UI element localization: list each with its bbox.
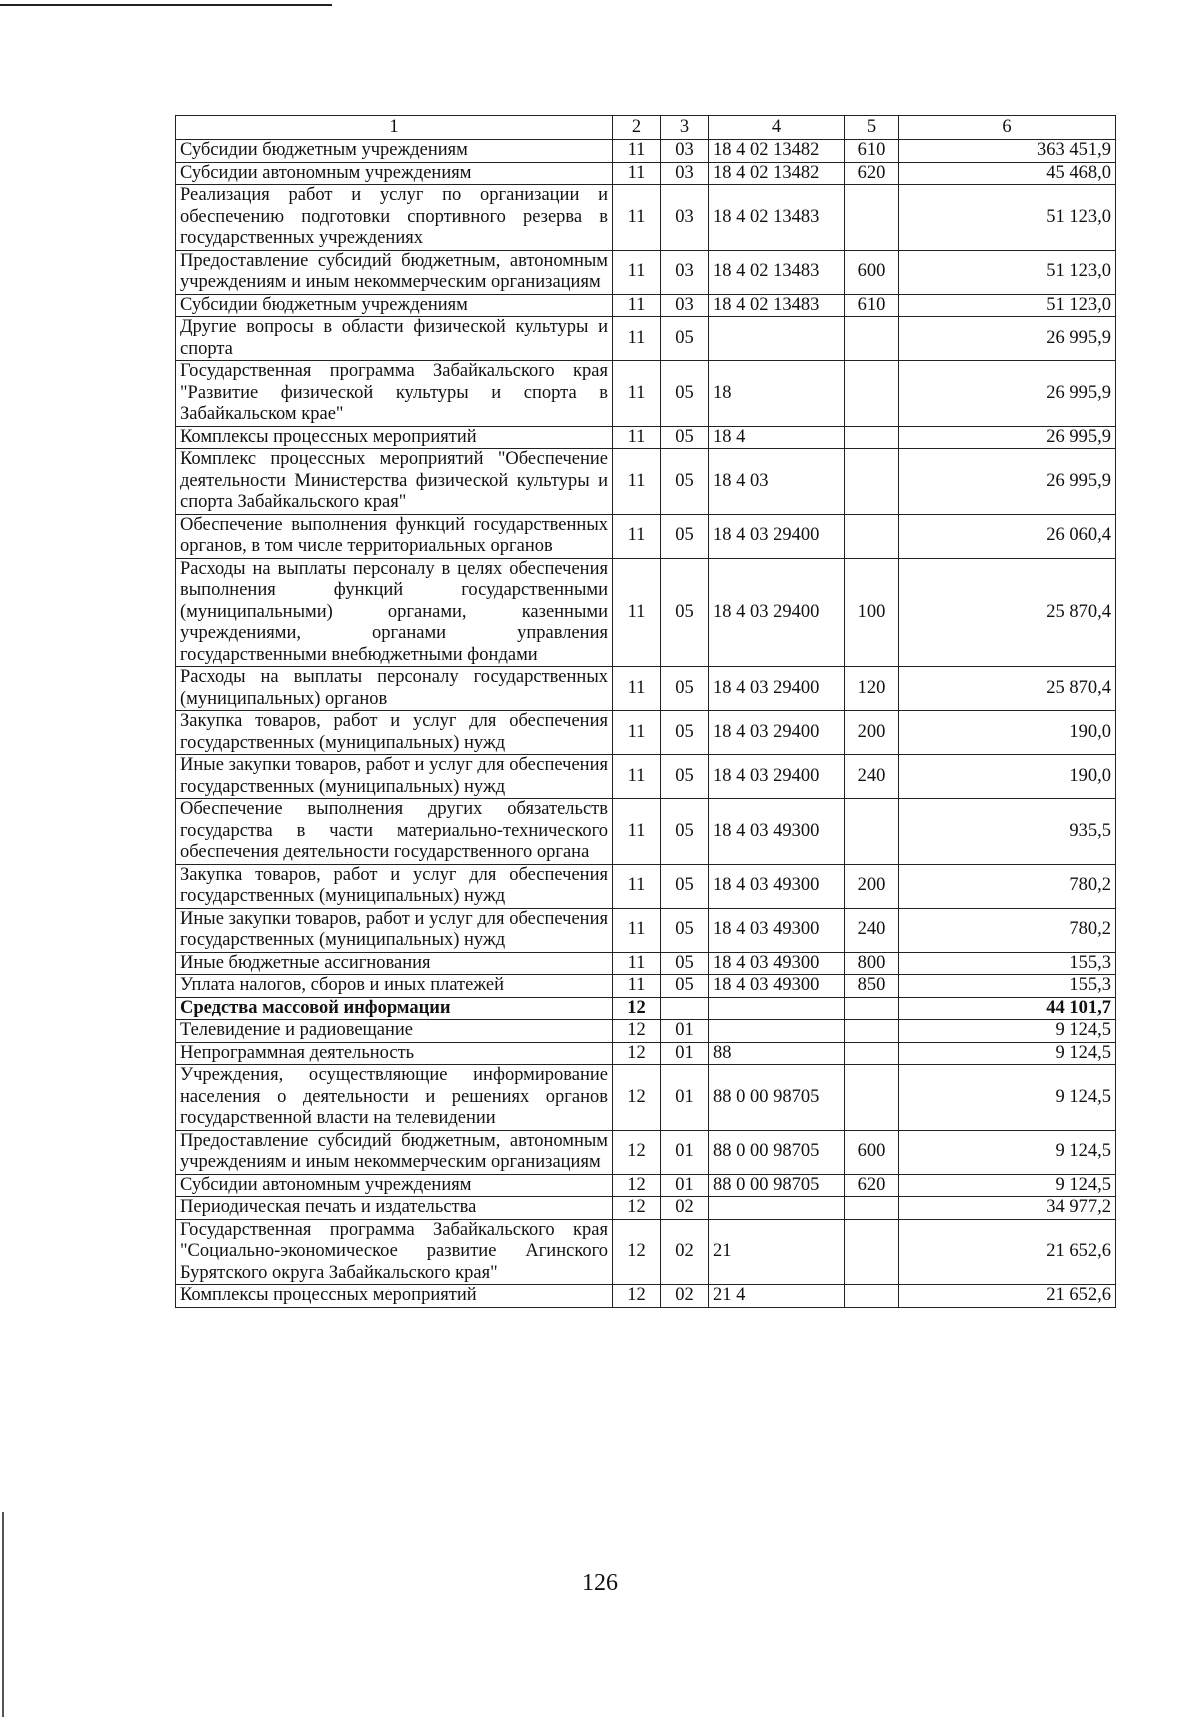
row-name-cell: Субсидии бюджетным учреждениям (176, 140, 613, 163)
row-target-code-cell: 18 4 03 49300 (709, 952, 845, 975)
row-section-cell: 11 (613, 294, 661, 317)
row-subsection-cell: 05 (661, 361, 709, 427)
table-row (176, 1042, 1116, 1065)
row-name-cell: Комплексы процессных мероприятий (176, 426, 613, 449)
row-subsection-cell: 01 (661, 1174, 709, 1197)
row-target-code-cell (709, 1197, 845, 1220)
row-amount-cell: 51 123,0 (899, 294, 1116, 317)
row-name-cell: Закупка товаров, работ и услуг для обеспечения государственных (муниципальных) нужд (176, 864, 613, 908)
header-cell: 3 (661, 116, 709, 140)
row-expense-type-cell: 100 (845, 558, 899, 667)
row-subsection-cell: 05 (661, 755, 709, 799)
row-name-cell: Другие вопросы в области физической культуры и спорта (176, 317, 613, 361)
row-section-cell: 11 (613, 952, 661, 975)
table-row (176, 250, 1116, 294)
budget-table (175, 115, 1116, 1308)
row-name-cell: Периодическая печать и издательства (176, 1197, 613, 1220)
row-expense-type-cell: 200 (845, 864, 899, 908)
row-amount-cell: 9 124,5 (899, 1065, 1116, 1131)
row-target-code-cell: 18 4 03 29400 (709, 514, 845, 558)
row-target-code-cell: 18 4 03 29400 (709, 558, 845, 667)
row-target-code-cell (709, 317, 845, 361)
row-target-code-cell: 88 0 00 98705 (709, 1065, 845, 1131)
row-amount-cell: 26 995,9 (899, 449, 1116, 515)
row-name-cell: Предоставление субсидий бюджетным, автономным учреждениям и иным некоммерческим организациям (176, 1130, 613, 1174)
row-amount-cell: 25 870,4 (899, 558, 1116, 667)
row-target-code-cell: 18 4 02 13482 (709, 162, 845, 185)
row-expense-type-cell: 200 (845, 711, 899, 755)
row-amount-cell: 155,3 (899, 975, 1116, 998)
row-subsection-cell: 02 (661, 1219, 709, 1285)
row-section-cell: 12 (613, 1219, 661, 1285)
table-row (176, 1174, 1116, 1197)
row-expense-type-cell: 620 (845, 1174, 899, 1197)
row-amount-cell: 9 124,5 (899, 1020, 1116, 1043)
row-subsection-cell: 05 (661, 667, 709, 711)
row-name-cell: Комплекс процессных мероприятий "Обеспечение деятельности Министерства физической культуры и спорта Забайкальского края" (176, 449, 613, 515)
row-amount-cell: 9 124,5 (899, 1042, 1116, 1065)
row-target-code-cell: 18 4 03 29400 (709, 667, 845, 711)
table-row (176, 1130, 1116, 1174)
table-row (176, 908, 1116, 952)
row-section-cell: 11 (613, 514, 661, 558)
row-amount-cell: 155,3 (899, 952, 1116, 975)
table-row (176, 162, 1116, 185)
row-subsection-cell: 05 (661, 864, 709, 908)
row-target-code-cell (709, 1020, 845, 1043)
row-amount-cell: 780,2 (899, 864, 1116, 908)
table-row (176, 294, 1116, 317)
row-amount-cell: 9 124,5 (899, 1174, 1116, 1197)
row-target-code-cell: 88 0 00 98705 (709, 1130, 845, 1174)
row-subsection-cell: 01 (661, 1020, 709, 1043)
table-row (176, 864, 1116, 908)
row-expense-type-cell: 240 (845, 755, 899, 799)
table-row (176, 711, 1116, 755)
row-subsection-cell: 03 (661, 185, 709, 251)
row-target-code-cell: 18 4 03 29400 (709, 755, 845, 799)
header-cell: 4 (709, 116, 845, 140)
margin-line (2, 1512, 4, 1717)
row-name-cell: Средства массовой информации (176, 997, 613, 1020)
row-target-code-cell: 18 4 02 13483 (709, 185, 845, 251)
table-row (176, 361, 1116, 427)
row-amount-cell: 26 060,4 (899, 514, 1116, 558)
row-subsection-cell (661, 997, 709, 1020)
row-name-cell: Расходы на выплаты персоналу государственных (муниципальных) органов (176, 667, 613, 711)
row-name-cell: Закупка товаров, работ и услуг для обеспечения государственных (муниципальных) нужд (176, 711, 613, 755)
row-amount-cell: 21 652,6 (899, 1219, 1116, 1285)
row-expense-type-cell (845, 1219, 899, 1285)
table-row (176, 1197, 1116, 1220)
row-name-cell: Субсидии автономным учреждениям (176, 1174, 613, 1197)
row-expense-type-cell (845, 1020, 899, 1043)
header-cell: 5 (845, 116, 899, 140)
row-amount-cell: 26 995,9 (899, 426, 1116, 449)
row-amount-cell: 9 124,5 (899, 1130, 1116, 1174)
row-expense-type-cell (845, 514, 899, 558)
row-expense-type-cell: 800 (845, 952, 899, 975)
row-section-cell: 11 (613, 140, 661, 163)
row-subsection-cell: 05 (661, 449, 709, 515)
row-section-cell: 11 (613, 162, 661, 185)
row-subsection-cell: 03 (661, 140, 709, 163)
row-subsection-cell: 05 (661, 799, 709, 865)
page-number: 126 (582, 1570, 618, 1596)
row-expense-type-cell: 600 (845, 1130, 899, 1174)
row-section-cell: 12 (613, 1042, 661, 1065)
row-expense-type-cell: 120 (845, 667, 899, 711)
table-row (176, 952, 1116, 975)
row-target-code-cell: 88 (709, 1042, 845, 1065)
header-row (176, 116, 1116, 140)
row-name-cell: Субсидии автономным учреждениям (176, 162, 613, 185)
row-expense-type-cell (845, 1285, 899, 1308)
row-section-cell: 11 (613, 755, 661, 799)
row-subsection-cell: 03 (661, 162, 709, 185)
row-amount-cell: 51 123,0 (899, 185, 1116, 251)
row-section-cell: 11 (613, 711, 661, 755)
table-row (176, 667, 1116, 711)
row-amount-cell: 34 977,2 (899, 1197, 1116, 1220)
row-amount-cell: 780,2 (899, 908, 1116, 952)
row-amount-cell: 26 995,9 (899, 361, 1116, 427)
row-amount-cell: 363 451,9 (899, 140, 1116, 163)
row-section-cell: 11 (613, 975, 661, 998)
header-cell: 2 (613, 116, 661, 140)
table-row (176, 1065, 1116, 1131)
row-section-cell: 11 (613, 667, 661, 711)
row-expense-type-cell (845, 449, 899, 515)
row-amount-cell: 26 995,9 (899, 317, 1116, 361)
table-row (176, 997, 1116, 1020)
row-subsection-cell: 05 (661, 908, 709, 952)
table-body (176, 140, 1116, 1308)
row-name-cell: Реализация работ и услуг по организации и обеспечению подготовки спортивного резерва в государственных учреждениях (176, 185, 613, 251)
row-expense-type-cell: 620 (845, 162, 899, 185)
row-subsection-cell: 03 (661, 250, 709, 294)
table-row (176, 449, 1116, 515)
row-expense-type-cell: 600 (845, 250, 899, 294)
row-section-cell: 12 (613, 1285, 661, 1308)
row-subsection-cell: 02 (661, 1285, 709, 1308)
row-target-code-cell: 18 4 03 49300 (709, 975, 845, 998)
row-name-cell: Государственная программа Забайкальского края "Социально-экономическое развитие Агинского Бурятского округа Забайкальского края" (176, 1219, 613, 1285)
row-target-code-cell: 18 4 03 49300 (709, 864, 845, 908)
row-subsection-cell: 03 (661, 294, 709, 317)
row-name-cell: Комплексы процессных мероприятий (176, 1285, 613, 1308)
table-row (176, 558, 1116, 667)
row-section-cell: 12 (613, 997, 661, 1020)
row-expense-type-cell (845, 1042, 899, 1065)
row-section-cell: 11 (613, 185, 661, 251)
row-name-cell: Субсидии бюджетным учреждениям (176, 294, 613, 317)
row-target-code-cell: 21 4 (709, 1285, 845, 1308)
row-section-cell: 11 (613, 799, 661, 865)
row-target-code-cell: 21 (709, 1219, 845, 1285)
table-row (176, 755, 1116, 799)
row-target-code-cell: 18 4 03 29400 (709, 711, 845, 755)
row-subsection-cell: 01 (661, 1042, 709, 1065)
table-row (176, 1219, 1116, 1285)
row-section-cell: 11 (613, 864, 661, 908)
table-row (176, 799, 1116, 865)
row-target-code-cell: 18 4 03 (709, 449, 845, 515)
row-target-code-cell: 18 4 03 49300 (709, 908, 845, 952)
row-name-cell: Учреждения, осуществляющие информирование населения о деятельности и решениях органов государственной власти на телевидении (176, 1065, 613, 1131)
row-amount-cell: 190,0 (899, 711, 1116, 755)
row-name-cell: Государственная программа Забайкальского края "Развитие физической культуры и спорта в Забайкальском крае" (176, 361, 613, 427)
row-target-code-cell: 18 4 02 13483 (709, 250, 845, 294)
row-section-cell: 11 (613, 908, 661, 952)
header-cell: 6 (899, 116, 1116, 140)
row-subsection-cell: 05 (661, 426, 709, 449)
row-expense-type-cell (845, 317, 899, 361)
table-row (176, 1020, 1116, 1043)
row-section-cell: 12 (613, 1020, 661, 1043)
row-amount-cell: 51 123,0 (899, 250, 1116, 294)
row-section-cell: 11 (613, 317, 661, 361)
row-subsection-cell: 02 (661, 1197, 709, 1220)
row-target-code-cell: 88 0 00 98705 (709, 1174, 845, 1197)
row-subsection-cell: 05 (661, 952, 709, 975)
row-section-cell: 12 (613, 1130, 661, 1174)
table-row (176, 514, 1116, 558)
row-expense-type-cell (845, 799, 899, 865)
table-row (176, 975, 1116, 998)
row-name-cell: Уплата налогов, сборов и иных платежей (176, 975, 613, 998)
row-amount-cell: 190,0 (899, 755, 1116, 799)
row-amount-cell: 21 652,6 (899, 1285, 1116, 1308)
row-name-cell: Иные закупки товаров, работ и услуг для обеспечения государственных (муниципальных) нужд (176, 908, 613, 952)
row-target-code-cell: 18 4 02 13482 (709, 140, 845, 163)
row-target-code-cell: 18 4 02 13483 (709, 294, 845, 317)
table-row (176, 1285, 1116, 1308)
row-amount-cell: 45 468,0 (899, 162, 1116, 185)
row-amount-cell: 935,5 (899, 799, 1116, 865)
row-name-cell: Иные закупки товаров, работ и услуг для обеспечения государственных (муниципальных) нужд (176, 755, 613, 799)
row-target-code-cell (709, 997, 845, 1020)
row-expense-type-cell: 850 (845, 975, 899, 998)
header-cell: 1 (176, 116, 613, 140)
row-section-cell: 11 (613, 449, 661, 515)
row-section-cell: 11 (613, 426, 661, 449)
row-target-code-cell: 18 (709, 361, 845, 427)
row-expense-type-cell (845, 426, 899, 449)
table-row (176, 317, 1116, 361)
row-target-code-cell: 18 4 (709, 426, 845, 449)
table-row (176, 140, 1116, 163)
row-section-cell: 11 (613, 558, 661, 667)
row-name-cell: Предоставление субсидий бюджетным, автономным учреждениям и иным некоммерческим организациям (176, 250, 613, 294)
row-section-cell: 11 (613, 361, 661, 427)
row-name-cell: Непрограммная деятельность (176, 1042, 613, 1065)
row-subsection-cell: 05 (661, 514, 709, 558)
row-target-code-cell: 18 4 03 49300 (709, 799, 845, 865)
row-subsection-cell: 01 (661, 1065, 709, 1131)
row-expense-type-cell (845, 997, 899, 1020)
row-subsection-cell: 05 (661, 558, 709, 667)
row-name-cell: Телевидение и радиовещание (176, 1020, 613, 1043)
table-row (176, 185, 1116, 251)
row-subsection-cell: 05 (661, 975, 709, 998)
row-expense-type-cell: 610 (845, 294, 899, 317)
row-name-cell: Обеспечение выполнения других обязательств государства в части материально-технического обеспечения деятельности государственного органа (176, 799, 613, 865)
table-row (176, 426, 1116, 449)
row-expense-type-cell (845, 1197, 899, 1220)
row-subsection-cell: 05 (661, 317, 709, 361)
row-name-cell: Расходы на выплаты персоналу в целях обеспечения выполнения функций государственными (муниципальными) органами, казенными учреждениями, органами управления государственными внебюджетными фондами (176, 558, 613, 667)
top-rule (0, 4, 332, 6)
row-expense-type-cell (845, 1065, 899, 1131)
row-section-cell: 12 (613, 1197, 661, 1220)
row-expense-type-cell (845, 361, 899, 427)
row-section-cell: 12 (613, 1065, 661, 1131)
row-section-cell: 11 (613, 250, 661, 294)
row-expense-type-cell: 610 (845, 140, 899, 163)
row-name-cell: Обеспечение выполнения функций государственных органов, в том числе территориальных органов (176, 514, 613, 558)
row-subsection-cell: 05 (661, 711, 709, 755)
row-amount-cell: 44 101,7 (899, 997, 1116, 1020)
row-section-cell: 12 (613, 1174, 661, 1197)
row-subsection-cell: 01 (661, 1130, 709, 1174)
row-expense-type-cell (845, 185, 899, 251)
row-amount-cell: 25 870,4 (899, 667, 1116, 711)
row-name-cell: Иные бюджетные ассигнования (176, 952, 613, 975)
row-expense-type-cell: 240 (845, 908, 899, 952)
